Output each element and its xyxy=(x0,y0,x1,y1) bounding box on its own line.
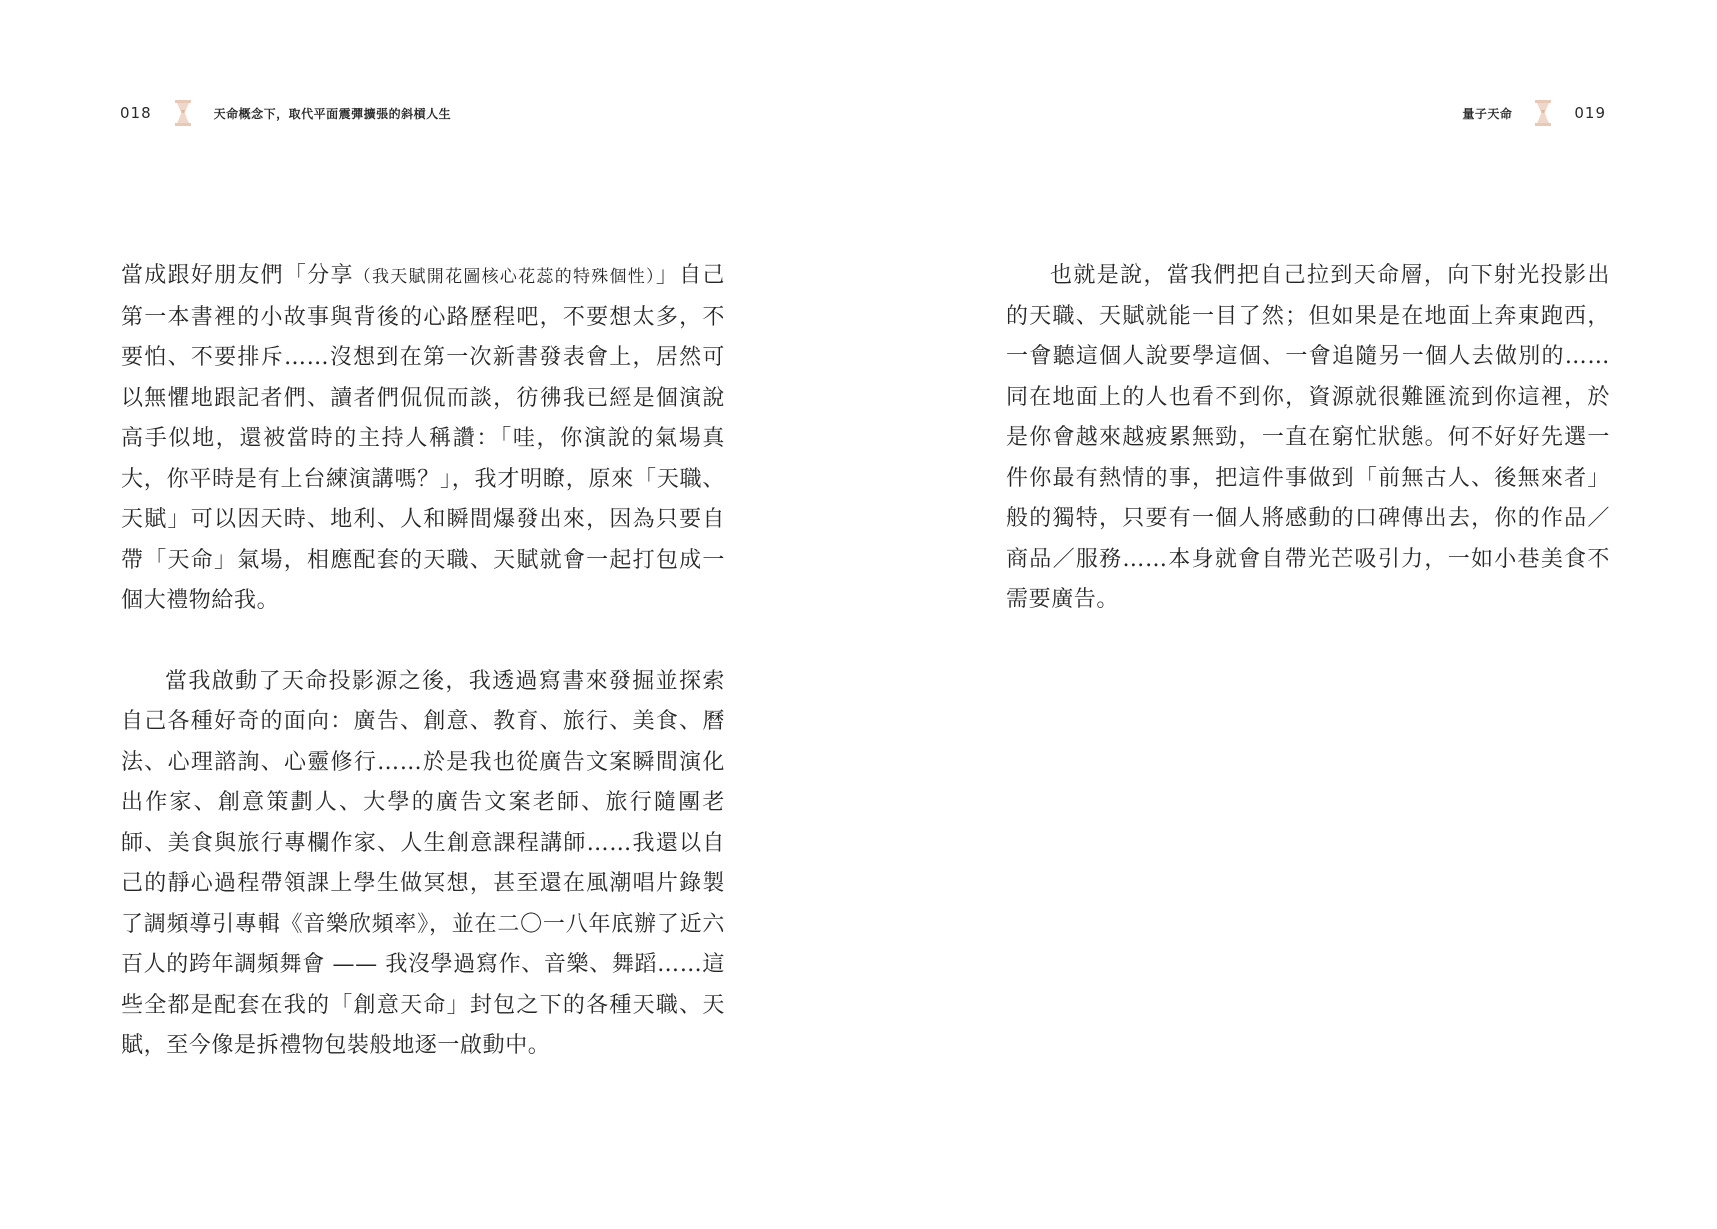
inline-note: （我天賦開花圖核心花蕊的特殊個性） xyxy=(353,267,656,287)
paragraph-text: 當成跟好朋友們「分享 xyxy=(121,263,354,288)
left-chapter-title: 天命概念下，取代平面震彈擴張的斜槓人生 xyxy=(213,106,452,121)
left-body-text xyxy=(121,256,725,1067)
right-page-number: 019 xyxy=(1574,104,1606,122)
right-page xyxy=(858,0,1717,1229)
paragraph-spacer xyxy=(121,622,725,662)
hourglass-ornament-icon xyxy=(1532,100,1554,126)
paragraph: 也就是說，當我們把自己拉到天命層，向下射光投影出的天職、天賦就能一目了然；但如果是在地面上奔東跑西，一會聽這個人說要學這個、一會追隨另一個人去做別的……同在地面上的人也看不到你，資源就很難匯流到你這裡，於是你會越來越疲累無勁，一直在窮忙狀態。何不好好先選一件你最有熱情的事，把這件事做到「前無古人、後無來者」般的獨特，只要有一個人將感動的口碑傳出去，你的作品／商品／服務……本身就會自帶光芒吸引力，一如小巷美食不需要廣告。 xyxy=(1006,263,1610,612)
right-chapter-title: 量子天命 xyxy=(1462,106,1513,121)
left-running-header xyxy=(120,100,451,126)
paragraph: 當我啟動了天命投影源之後，我透過寫書來發掘並探索自己各種好奇的面向：廣告、創意、教育、旅行、美食、曆法、心理諮詢、心靈修行……於是我也從廣告文案瞬間演化出作家、創意策劃人、大學的廣告文案老師、旅行隨團老師、美食與旅行專欄作家、人生創意課程講師……我還以自己的靜心過程帶領課上學生做冥想，甚至還在風潮唱片錄製了調頻導引專輯《音樂欣頻率》，並在二〇一八年底辦了近六百人的跨年調頻舞會 —— 我沒學過寫作、音樂、舞蹈……這些全都是配套在我的「創意天命」封包之下的各種天職、天賦，至今像是拆禮物包裝般地逐一啟動中。 xyxy=(121,668,725,1058)
right-running-header xyxy=(1462,100,1606,126)
left-page-number: 018 xyxy=(120,104,152,122)
paragraph xyxy=(121,256,725,622)
left-page xyxy=(0,0,858,1229)
right-body-text xyxy=(1006,256,1610,621)
paragraph-text: 」自己第一本書裡的小故事與背後的心路歷程吧，不要想太多，不要怕、不要排斥……沒想到在第一次新書發表會上，居然可以無懼地跟記者們、讀者們侃侃而談，彷彿我已經是個演說高手似地，還被當時的主持人稱讚：「哇，你演說的氣場真大，你平時是有上台練演講嗎？」，我才明瞭，原來「天職、天賦」可以因天時、地利、人和瞬間爆發出來，因為只要自帶「天命」氣場，相應配套的天職、天賦就會一起打包成一個大禮物給我。 xyxy=(121,263,725,613)
hourglass-ornament-icon xyxy=(172,100,194,126)
